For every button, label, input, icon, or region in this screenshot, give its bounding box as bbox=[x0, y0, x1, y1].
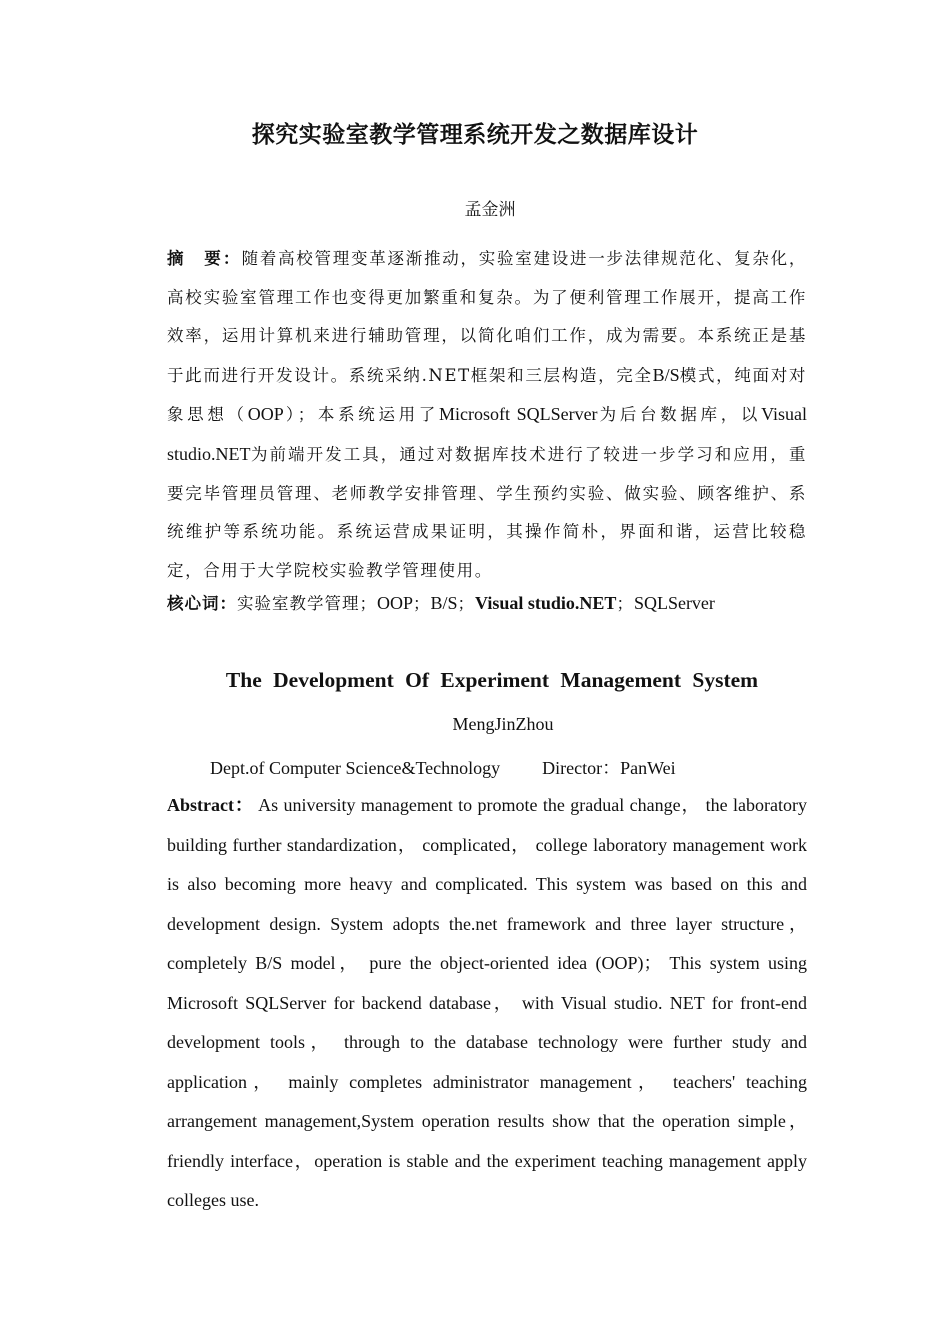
department: Dept.of Computer Science&Technology bbox=[210, 758, 501, 778]
abstract-en-label: Abstract： bbox=[167, 795, 254, 815]
keyword-sep-1: ； bbox=[413, 594, 431, 613]
abstract-cn-vsnet: Visual studio.NET bbox=[167, 404, 807, 464]
keywords-cn bbox=[167, 590, 807, 617]
abstract-cn-mssql: Microsoft SQLServer bbox=[439, 404, 598, 425]
keyword-sep-2: ； bbox=[457, 594, 476, 613]
keyword-5: SQLServer bbox=[633, 593, 715, 613]
author-cn: 孟金洲 bbox=[464, 200, 516, 220]
affiliation-line bbox=[210, 754, 676, 780]
abstract-cn-text-1: 随着高校管理变革逐渐推动，实验室建设进一步法律规范化、复杂化，高校实验室管理工作也变得更加繁重和复杂。为了便利管理工作展开，提高工作效率，运用计算机来进行辅助管理，以简化咱们工作，成为需要。本系统正是基于此而进行开发设计。系统采纳.NET框架和三层构造，完全 bbox=[167, 249, 807, 385]
abstract-cn-text-3: ）；本系统运用了 bbox=[283, 405, 439, 425]
abstract-en bbox=[167, 786, 807, 1221]
keyword-3: B/S bbox=[430, 593, 458, 613]
keyword-1: 实验室教学管理； bbox=[237, 594, 377, 613]
abstract-cn-oop: OOP bbox=[247, 404, 284, 425]
keyword-4: Visual studio.NET bbox=[475, 593, 617, 613]
abstract-cn-label: 摘 要： bbox=[167, 249, 242, 268]
abstract-cn bbox=[167, 240, 807, 590]
abstract-cn-text-5: 为前端开发工具，通过对数据库技术进行了较进一步学习和应用，重要完毕管理员管理、老师教学安排管理、学生预约实验、做实验、顾客维护、系统维护等系统功能。系统运营成果证明，其操作简朴，界面和谐，运营比较稳定，合用于大学院校实验教学管理使用。 bbox=[167, 444, 807, 580]
abstract-cn-bs: B/S bbox=[652, 364, 680, 385]
abstract-cn-text-4: 为后台数据库，以 bbox=[597, 405, 762, 425]
keywords-cn-label: 核心词： bbox=[167, 594, 237, 613]
title-cn: 探究实验室教学管理系统开发之数据库设计 bbox=[251, 122, 699, 148]
abstract-cn-text-2: 模式，纯面对对象思想（ bbox=[167, 365, 807, 425]
author-en: MengJinZhou bbox=[452, 714, 554, 734]
keyword-sep-3: ； bbox=[616, 594, 634, 613]
keyword-2: OOP bbox=[377, 593, 414, 613]
director: Director：PanWei bbox=[542, 758, 676, 778]
abstract-en-text: As university management to promote the gradual change， the laboratory building further standardization， complicated， college laboratory management work is also becoming more heavy and complicated. This system was based on this and development design. System adopts the.net framework and three layer structure， completely B/S model， pure the object-oriented idea (OOP)； This system using Microsoft SQLServer for backend database， with Visual studio. NET for front-end development tools， through to the database technology were further study and application， mainly completes administrator management， teachers' teaching arrangement management,System operation results show that the operation simple，friendly interface，operation is stable and the experiment teaching management apply colleges use. bbox=[167, 795, 808, 1210]
title-en: The Development Of Experiment Management System bbox=[225, 668, 759, 692]
